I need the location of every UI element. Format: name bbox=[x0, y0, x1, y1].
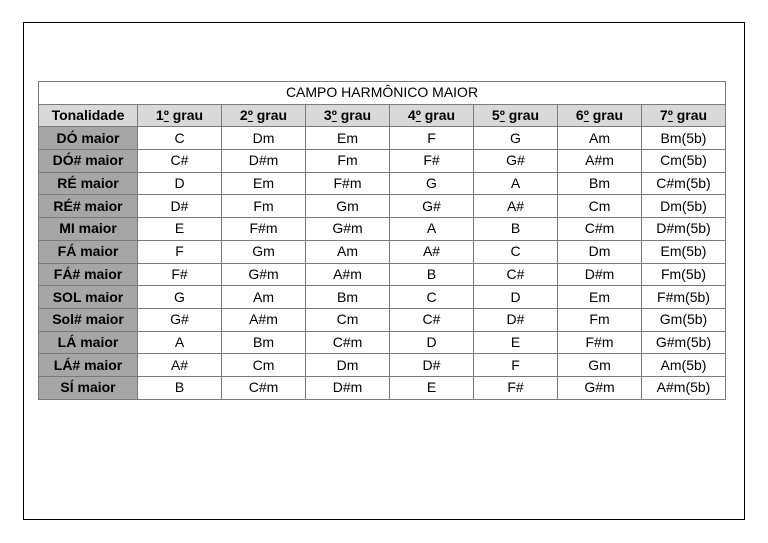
row-key-label: SÍ maior bbox=[39, 376, 138, 399]
header-grau-word: grau bbox=[420, 107, 456, 124]
chord-cell: F# bbox=[390, 150, 474, 173]
chord-cell: Cm bbox=[306, 308, 390, 331]
table-row bbox=[39, 218, 726, 241]
table-row bbox=[39, 172, 726, 195]
chord-cell: Em(5b) bbox=[642, 240, 726, 263]
chord-cell: F# bbox=[138, 263, 222, 286]
chord-cell: A# bbox=[138, 354, 222, 377]
chord-cell: Fm(5b) bbox=[642, 263, 726, 286]
chord-cell: Fm bbox=[306, 150, 390, 173]
chord-cell: F#m bbox=[558, 331, 642, 354]
chord-cell: C bbox=[390, 286, 474, 309]
table-row bbox=[39, 127, 726, 150]
chord-cell: B bbox=[474, 218, 558, 241]
chord-cell: D bbox=[138, 172, 222, 195]
chord-cell: F bbox=[390, 127, 474, 150]
chord-cell: E bbox=[138, 218, 222, 241]
chord-cell: G# bbox=[390, 195, 474, 218]
chord-table bbox=[38, 81, 726, 400]
chord-cell: Gm bbox=[558, 354, 642, 377]
chord-cell: D#m(5b) bbox=[642, 218, 726, 241]
chord-cell: D#m bbox=[558, 263, 642, 286]
header-grau-ordinal: º bbox=[499, 107, 505, 124]
header-grau-number: 6 bbox=[575, 107, 584, 124]
table-row bbox=[39, 286, 726, 309]
chord-cell: F bbox=[474, 354, 558, 377]
row-key-label: LÁ maior bbox=[39, 331, 138, 354]
table-row bbox=[39, 331, 726, 354]
header-grau-number: 3 bbox=[323, 107, 332, 124]
header-grau-7 bbox=[642, 104, 726, 127]
chord-cell: D bbox=[474, 286, 558, 309]
title-row bbox=[39, 82, 726, 105]
chord-cell: C#m(5b) bbox=[642, 172, 726, 195]
header-grau-number: 1 bbox=[155, 107, 164, 124]
chord-cell: Fm bbox=[558, 308, 642, 331]
chord-cell: F#m bbox=[222, 218, 306, 241]
chord-cell: A#m bbox=[222, 308, 306, 331]
chord-cell: G bbox=[474, 127, 558, 150]
table-row bbox=[39, 263, 726, 286]
chord-cell: Gm bbox=[222, 240, 306, 263]
chord-cell: F#m bbox=[306, 172, 390, 195]
chord-cell: G#m(5b) bbox=[642, 331, 726, 354]
chord-cell: D#m bbox=[222, 150, 306, 173]
table-row bbox=[39, 354, 726, 377]
header-grau-word: grau bbox=[336, 107, 372, 124]
chord-cell: G#m bbox=[558, 376, 642, 399]
row-key-label: DÓ maior bbox=[39, 127, 138, 150]
header-grau-ordinal: º bbox=[163, 107, 169, 124]
chord-cell: Am bbox=[222, 286, 306, 309]
header-grau-number: 4 bbox=[407, 107, 416, 124]
chord-cell: Am(5b) bbox=[642, 354, 726, 377]
header-grau-word: grau bbox=[588, 107, 624, 124]
chord-cell: Gm(5b) bbox=[642, 308, 726, 331]
chord-cell: C bbox=[138, 127, 222, 150]
chord-cell: Dm(5b) bbox=[642, 195, 726, 218]
row-key-label: Sol# maior bbox=[39, 308, 138, 331]
chord-cell: B bbox=[138, 376, 222, 399]
header-grau-ordinal: º bbox=[583, 107, 589, 124]
chord-cell: Bm bbox=[558, 172, 642, 195]
row-key-label: MI maior bbox=[39, 218, 138, 241]
chord-cell: D# bbox=[474, 308, 558, 331]
chord-cell: Em bbox=[222, 172, 306, 195]
chord-cell: G bbox=[138, 286, 222, 309]
chord-cell: D bbox=[390, 331, 474, 354]
chord-cell: A bbox=[390, 218, 474, 241]
table-row bbox=[39, 195, 726, 218]
chord-cell: G# bbox=[138, 308, 222, 331]
header-grau-ordinal: º bbox=[247, 107, 253, 124]
chord-cell: Fm bbox=[222, 195, 306, 218]
chord-cell: A#m bbox=[306, 263, 390, 286]
chord-cell: Cm(5b) bbox=[642, 150, 726, 173]
chord-cell: C#m bbox=[558, 218, 642, 241]
chord-cell: D# bbox=[138, 195, 222, 218]
chord-cell: Am bbox=[558, 127, 642, 150]
table-body bbox=[39, 127, 726, 399]
row-key-label: FÁ# maior bbox=[39, 263, 138, 286]
chord-cell: C#m bbox=[306, 331, 390, 354]
chord-cell: C# bbox=[138, 150, 222, 173]
header-grau-5 bbox=[474, 104, 558, 127]
header-grau-6 bbox=[558, 104, 642, 127]
header-grau-word: grau bbox=[168, 107, 204, 124]
header-grau-word: grau bbox=[252, 107, 288, 124]
header-grau-word: grau bbox=[504, 107, 540, 124]
chord-cell: F bbox=[138, 240, 222, 263]
chord-cell: Em bbox=[306, 127, 390, 150]
chord-cell: A bbox=[138, 331, 222, 354]
chord-cell: A# bbox=[474, 195, 558, 218]
chord-cell: F# bbox=[474, 376, 558, 399]
header-grau-ordinal: º bbox=[331, 107, 337, 124]
header-grau-ordinal: º bbox=[415, 107, 421, 124]
chord-cell: F#m(5b) bbox=[642, 286, 726, 309]
header-grau-1 bbox=[138, 104, 222, 127]
chord-cell: G#m bbox=[306, 218, 390, 241]
chord-cell: G#m bbox=[222, 263, 306, 286]
chord-cell: Bm(5b) bbox=[642, 127, 726, 150]
header-grau-2 bbox=[222, 104, 306, 127]
chord-cell: Dm bbox=[558, 240, 642, 263]
chord-cell: Dm bbox=[306, 354, 390, 377]
table-title: CAMPO HARMÔNICO MAIOR bbox=[39, 82, 726, 105]
chord-cell: B bbox=[390, 263, 474, 286]
chord-cell: Bm bbox=[222, 331, 306, 354]
chord-cell: Cm bbox=[222, 354, 306, 377]
row-key-label: DÓ# maior bbox=[39, 150, 138, 173]
row-key-label: LÁ# maior bbox=[39, 354, 138, 377]
header-grau-number: 2 bbox=[239, 107, 248, 124]
chord-cell: Am bbox=[306, 240, 390, 263]
chord-cell: Gm bbox=[306, 195, 390, 218]
chord-cell: Em bbox=[558, 286, 642, 309]
header-grau-3 bbox=[306, 104, 390, 127]
header-grau-word: grau bbox=[672, 107, 708, 124]
chord-cell: A#m bbox=[558, 150, 642, 173]
table-row bbox=[39, 240, 726, 263]
chord-cell: G# bbox=[474, 150, 558, 173]
table-row bbox=[39, 308, 726, 331]
chord-cell: C# bbox=[390, 308, 474, 331]
row-key-label: RÉ maior bbox=[39, 172, 138, 195]
chord-cell: C#m bbox=[222, 376, 306, 399]
chord-cell: Dm bbox=[222, 127, 306, 150]
table-row bbox=[39, 150, 726, 173]
header-grau-ordinal: º bbox=[667, 107, 673, 124]
chord-cell: G bbox=[390, 172, 474, 195]
chord-cell: A#m(5b) bbox=[642, 376, 726, 399]
chord-cell: A# bbox=[390, 240, 474, 263]
header-tonalidade: Tonalidade bbox=[39, 104, 138, 127]
table-row bbox=[39, 376, 726, 399]
header-grau-4 bbox=[390, 104, 474, 127]
chord-cell: A bbox=[474, 172, 558, 195]
header-grau-number: 7 bbox=[659, 107, 668, 124]
chord-cell: D# bbox=[390, 354, 474, 377]
chord-cell: C bbox=[474, 240, 558, 263]
chord-cell: Bm bbox=[306, 286, 390, 309]
header-grau-number: 5 bbox=[491, 107, 500, 124]
chord-cell: D#m bbox=[306, 376, 390, 399]
chord-cell: C# bbox=[474, 263, 558, 286]
chord-cell: Cm bbox=[558, 195, 642, 218]
header-row bbox=[39, 104, 726, 127]
row-key-label: RÉ# maior bbox=[39, 195, 138, 218]
chord-cell: E bbox=[390, 376, 474, 399]
row-key-label: FÁ maior bbox=[39, 240, 138, 263]
chord-cell: E bbox=[474, 331, 558, 354]
row-key-label: SOL maior bbox=[39, 286, 138, 309]
